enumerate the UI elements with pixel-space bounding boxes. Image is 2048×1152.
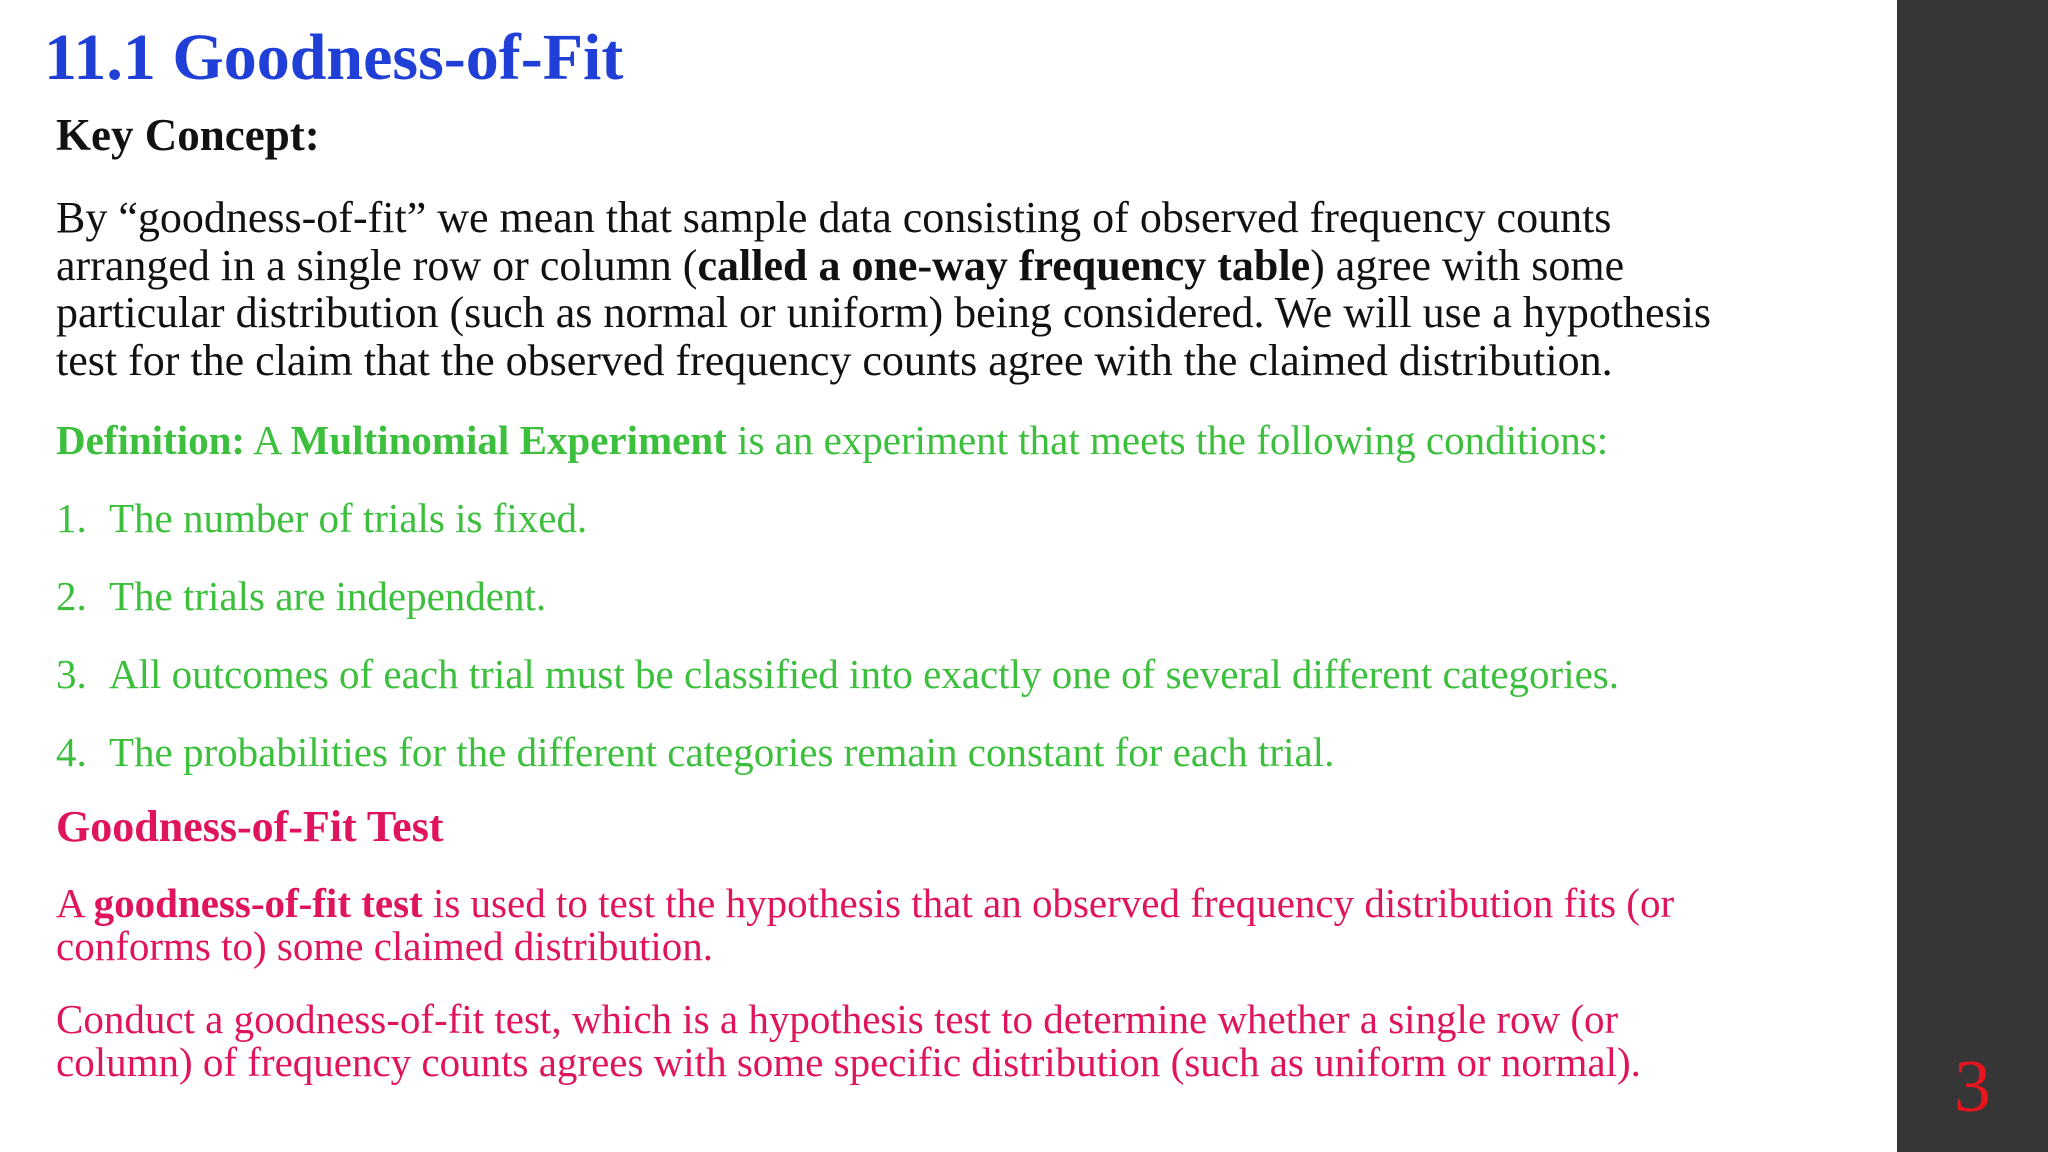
gof-definition-pre: A xyxy=(56,880,94,926)
key-concept-line-2-start: arranged in a single row or column ( xyxy=(56,240,698,290)
gof-test-term: goodness-of-fit test xyxy=(93,880,423,926)
gof-definition-line-1-end: is used to test the hypothesis that an observed frequency distribution fits (or xyxy=(422,880,1675,926)
key-concept-line-1: By “goodness-of-fit” we mean that sample data consisting of observed frequency counts xyxy=(56,193,1612,242)
condition-item xyxy=(56,574,546,619)
goodness-of-fit-test-heading: Goodness-of-Fit Test xyxy=(56,802,444,851)
key-concept-line-2 xyxy=(56,242,1886,290)
condition-item xyxy=(56,652,1619,697)
page-number: 3 xyxy=(1954,1046,1991,1128)
condition-number: 3. xyxy=(56,651,87,697)
condition-number: 4. xyxy=(56,729,87,775)
condition-text: All outcomes of each trial must be classified into exactly one of several different categories. xyxy=(109,651,1619,697)
definition-label: Definition: xyxy=(56,417,246,463)
one-way-table-term: called a one-way frequency table xyxy=(697,240,1311,290)
gof-definition-line-1 xyxy=(56,882,1876,925)
gof-definition-line-2: conforms to) some claimed distribution. xyxy=(56,923,714,969)
slide-sidebar xyxy=(1897,0,2048,1152)
key-concept-paragraph xyxy=(56,194,1886,384)
key-concept-line-2-end: ) agree with some xyxy=(1310,240,1625,290)
condition-text: The probabilities for the different categories remain constant for each trial. xyxy=(109,729,1335,775)
gof-procedure-paragraph xyxy=(56,998,1876,1084)
condition-item xyxy=(56,496,587,541)
definition-post: is an experiment that meets the following conditions: xyxy=(726,417,1609,463)
gof-procedure-line-2: column) of frequency counts agrees with some specific distribution (such as uniform or normal). xyxy=(56,1039,1641,1085)
slide-title: 11.1 Goodness-of-Fit xyxy=(44,21,624,94)
gof-procedure-line-1: Conduct a goodness-of-fit test, which is a hypothesis test to determine whether a single row (or xyxy=(56,996,1619,1042)
condition-number: 2. xyxy=(56,573,87,619)
condition-item xyxy=(56,730,1334,775)
key-concept-line-3: particular distribution (such as normal or uniform) being considered. We will use a hypothesis xyxy=(56,288,1712,337)
definition-paragraph xyxy=(56,418,1608,463)
condition-number: 1. xyxy=(56,495,87,541)
definition-pre: A xyxy=(245,417,291,463)
multinomial-experiment-term: Multinomial Experiment xyxy=(290,417,727,463)
condition-text: The number of trials is fixed. xyxy=(109,495,588,541)
key-concept-line-4: test for the claim that the observed frequency counts agree with the claimed distribution. xyxy=(56,335,1613,385)
condition-text: The trials are independent. xyxy=(109,573,547,619)
key-concept-heading: Key Concept: xyxy=(56,110,320,160)
gof-definition-paragraph xyxy=(56,882,1876,968)
